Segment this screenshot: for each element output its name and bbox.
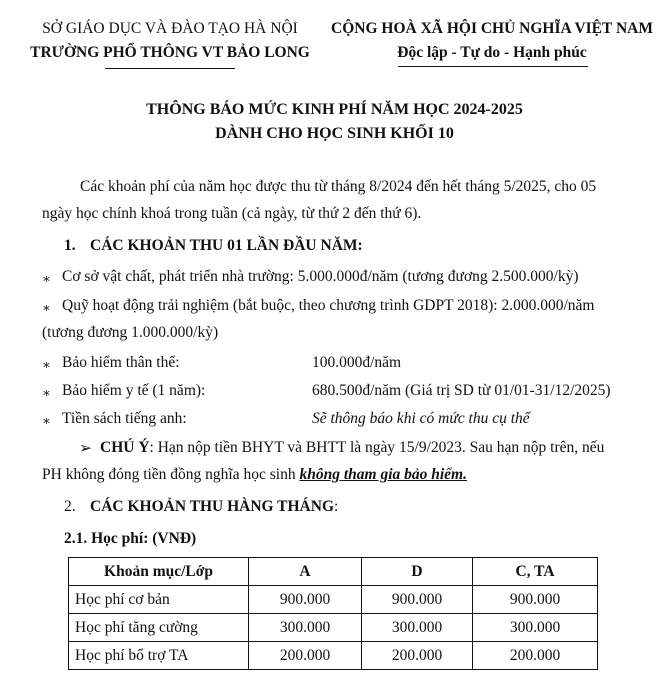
- table-header-cell: A: [249, 558, 362, 586]
- table-cell-value: 300.000: [362, 614, 473, 642]
- table-header-cell: C, TA: [473, 558, 598, 586]
- tuition-subtitle: 2.1. Học phí: (VNĐ): [64, 530, 197, 547]
- bullet-icon: ∗: [42, 385, 51, 400]
- left-header-underline: [105, 68, 235, 69]
- note-line-2-prefix: PH không đóng tiền đồng nghĩa học sinh: [42, 466, 300, 483]
- table-cell-value: 900.000: [473, 586, 598, 614]
- intro-line-2: ngày học chính khoá trong tuần (cả ngày, từ thứ 2 đến thứ 6).: [42, 205, 422, 222]
- intro-line-1: Các khoản phí của năm học được thu từ tháng 8/2024 đến hết tháng 5/2025, cho 05: [80, 178, 597, 195]
- section-2-title: CÁC KHOẢN THU HÀNG THÁNG: [90, 498, 335, 515]
- school-name: TRƯỜNG PHỔ THÔNG VT BẢO LONG: [30, 44, 310, 61]
- national-motto: Độc lập - Tự do - Hạnh phúc: [397, 44, 587, 61]
- table-cell-value: 200.000: [473, 642, 598, 670]
- table-cell-value: 900.000: [362, 586, 473, 614]
- fee-item-experience-fund: Quỹ hoạt động trải nghiệm (bắt buộc, theo chương trình GDPT 2018): 2.000.000/năm: [62, 297, 595, 314]
- fee-item-body-insurance-label: Bảo hiểm thân thể:: [62, 354, 180, 371]
- tuition-table: [68, 557, 598, 670]
- table-row: [69, 586, 598, 614]
- bullet-icon: ∗: [42, 357, 51, 372]
- table-header-cell: D: [362, 558, 473, 586]
- table-row: [69, 642, 598, 670]
- fee-item-facilities: Cơ sở vật chất, phát triển nhà trường: 5.000.000đ/năm (tương đương 2.500.000/kỳ): [62, 268, 579, 285]
- section-2-colon: :: [334, 498, 339, 515]
- table-header-cell: Khoản mục/Lớp: [69, 558, 249, 586]
- table-cell-value: 200.000: [362, 642, 473, 670]
- fee-item-experience-fund-cont: (tương đương 1.000.000/kỳ): [42, 324, 219, 341]
- section-1-title: CÁC KHOẢN THU 01 LẦN ĐẦU NĂM:: [90, 237, 363, 254]
- document-title: THÔNG BÁO MỨC KINH PHÍ NĂM HỌC 2024-2025: [146, 101, 523, 118]
- table-cell-item: Học phí tăng cường: [69, 614, 249, 642]
- table-header-row: [69, 558, 598, 586]
- table-cell-item: Học phí bổ trợ TA: [69, 642, 249, 670]
- section-1-number: 1.: [64, 237, 76, 254]
- bullet-icon: ∗: [42, 271, 51, 286]
- section-2-heading: [90, 498, 338, 516]
- table-cell-value: 900.000: [249, 586, 362, 614]
- note-label: CHÚ Ý: [100, 439, 150, 456]
- bullet-icon: ∗: [42, 300, 51, 315]
- section-2-number: 2.: [64, 498, 76, 515]
- note-line-2: [42, 466, 467, 484]
- table-row: [69, 614, 598, 642]
- note-line-1: [100, 439, 604, 457]
- note-emphasis: không tham gia bảo hiểm.: [299, 466, 467, 483]
- note-text: : Hạn nộp tiền BHYT và BHTT là ngày 15/9/2023. Sau hạn nộp trên, nếu: [149, 439, 605, 456]
- fee-item-health-insurance-label: Bảo hiểm y tế (1 năm):: [62, 382, 206, 399]
- fee-item-health-insurance-value: 680.500đ/năm (Giá trị SD từ 01/01-31/12/2025): [312, 382, 611, 399]
- table-cell-value: 200.000: [249, 642, 362, 670]
- table-cell-item: Học phí cơ bản: [69, 586, 249, 614]
- note-arrow-icon: ➢: [79, 440, 92, 457]
- table-cell-value: 300.000: [473, 614, 598, 642]
- national-title: CỘNG HOÀ XÃ HỘI CHỦ NGHĨA VIỆT NAM: [331, 20, 653, 37]
- bullet-icon: ∗: [42, 413, 51, 428]
- fee-item-english-books-label: Tiền sách tiếng anh:: [62, 410, 187, 427]
- department-name: SỞ GIÁO DỤC VÀ ĐÀO TẠO HÀ NỘI: [42, 20, 298, 37]
- document-subtitle: DÀNH CHO HỌC SINH KHỐI 10: [215, 125, 454, 142]
- table-cell-value: 300.000: [249, 614, 362, 642]
- fee-item-body-insurance-value: 100.000đ/năm: [312, 354, 402, 371]
- fee-item-english-books-value: Sẽ thông báo khi có mức thu cụ thể: [312, 410, 530, 427]
- right-header-underline: [398, 66, 588, 67]
